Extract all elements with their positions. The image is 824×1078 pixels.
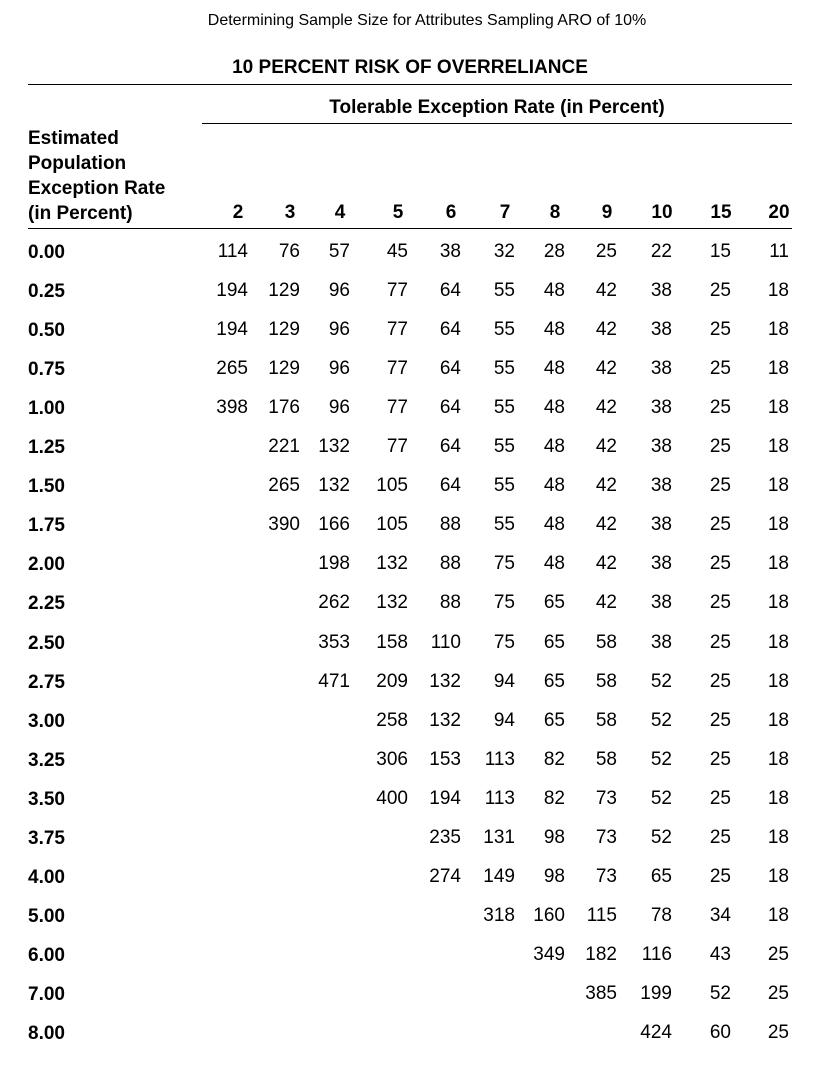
- table-cell: 149: [483, 865, 515, 887]
- table-cell: 48: [543, 436, 565, 458]
- table-cell: 98: [543, 865, 565, 887]
- column-header: 2: [232, 202, 244, 223]
- table-cell: 25: [709, 748, 731, 770]
- table-cell: 64: [439, 397, 461, 419]
- table-cell: 25: [709, 787, 731, 809]
- row-label: 1.50: [28, 476, 65, 498]
- table-cell: 318: [483, 904, 515, 926]
- table-cell: 25: [767, 982, 789, 1004]
- table-cell: 42: [595, 514, 617, 536]
- column-header: 7: [499, 202, 511, 223]
- table-cell: 75: [493, 631, 515, 653]
- column-header: 9: [601, 202, 613, 223]
- table-cell: 132: [376, 553, 408, 575]
- table-cell: 25: [709, 553, 731, 575]
- table-cell: 55: [493, 436, 515, 458]
- table-cell: 55: [493, 514, 515, 536]
- table-cell: 38: [650, 475, 672, 497]
- table-cell: 400: [376, 787, 408, 809]
- table-cell: 48: [543, 553, 565, 575]
- table-cell: 25: [595, 241, 617, 262]
- table-cell: 52: [650, 826, 672, 848]
- table-cell: 129: [268, 358, 300, 380]
- table-cell: 262: [318, 592, 350, 614]
- table-cell: 58: [595, 670, 617, 692]
- table-cell: 77: [386, 436, 408, 458]
- table-cell: 194: [216, 280, 248, 302]
- table-cell: 42: [595, 358, 617, 380]
- table-cell: 129: [268, 280, 300, 302]
- table-cell: 38: [650, 436, 672, 458]
- table-cell: 64: [439, 280, 461, 302]
- table-cell: 105: [376, 514, 408, 536]
- row-label: 2.25: [28, 593, 65, 615]
- table-cell: 129: [268, 319, 300, 341]
- table-title: 10 PERCENT RISK OF OVERRELIANCE: [232, 57, 588, 78]
- table-cell: 75: [493, 553, 515, 575]
- table-cell: 42: [595, 553, 617, 575]
- header-rule: [28, 228, 792, 229]
- table-cell: 166: [318, 514, 350, 536]
- table-cell: 25: [709, 280, 731, 302]
- table-cell: 55: [493, 280, 515, 302]
- table-cell: 25: [709, 709, 731, 731]
- table-cell: 65: [543, 631, 565, 653]
- column-header: 8: [549, 202, 561, 223]
- table-cell: 18: [767, 475, 789, 497]
- table-cell: 38: [650, 592, 672, 614]
- table-cell: 48: [543, 475, 565, 497]
- table-cell: 18: [767, 397, 789, 419]
- table-cell: 38: [650, 514, 672, 536]
- table-cell: 96: [328, 319, 350, 341]
- table-cell: 385: [585, 982, 617, 1004]
- table-cell: 18: [767, 436, 789, 458]
- table-cell: 42: [595, 397, 617, 419]
- table-cell: 25: [709, 865, 731, 887]
- table-cell: 18: [767, 709, 789, 731]
- table-cell: 11: [769, 241, 789, 262]
- table-cell: 258: [376, 709, 408, 731]
- table-cell: 15: [709, 241, 731, 262]
- table-cell: 82: [543, 787, 565, 809]
- table-cell: 32: [493, 241, 515, 262]
- table-cell: 77: [386, 280, 408, 302]
- table-cell: 18: [767, 514, 789, 536]
- table-cell: 390: [268, 514, 300, 536]
- table-cell: 55: [493, 358, 515, 380]
- table-cell: 75: [493, 592, 515, 614]
- table-cell: 18: [767, 553, 789, 575]
- table-cell: 25: [709, 436, 731, 458]
- row-label: 0.75: [28, 359, 65, 381]
- table-cell: 73: [595, 865, 617, 887]
- table-cell: 52: [650, 709, 672, 731]
- table-cell: 43: [709, 943, 731, 965]
- table-cell: 115: [586, 904, 617, 926]
- table-cell: 116: [641, 943, 672, 965]
- table-cell: 158: [376, 631, 408, 653]
- table-cell: 113: [484, 787, 515, 809]
- table-cell: 58: [595, 709, 617, 731]
- table-cell: 73: [595, 826, 617, 848]
- table-cell: 132: [318, 475, 350, 497]
- table-cell: 52: [650, 670, 672, 692]
- row-label: 7.00: [28, 983, 65, 1005]
- table-cell: 77: [386, 397, 408, 419]
- table-cell: 25: [767, 943, 789, 965]
- column-header: 10: [651, 202, 673, 223]
- table-cell: 25: [709, 514, 731, 536]
- table-cell: 65: [543, 670, 565, 692]
- table-cell: 48: [543, 319, 565, 341]
- table-cell: 94: [493, 709, 515, 731]
- column-header: 15: [710, 202, 732, 223]
- table-cell: 25: [709, 826, 731, 848]
- column-header: 3: [284, 202, 296, 223]
- table-cell: 113: [484, 748, 515, 770]
- table-cell: 18: [767, 670, 789, 692]
- table-cell: 18: [767, 280, 789, 302]
- table-cell: 60: [709, 1022, 731, 1043]
- table-cell: 349: [533, 943, 565, 965]
- table-cell: 25: [709, 631, 731, 653]
- table-cell: 64: [439, 475, 461, 497]
- column-header: 4: [334, 202, 346, 223]
- row-label: 2.50: [28, 632, 65, 654]
- table-cell: 25: [767, 1022, 789, 1043]
- table-cell: 25: [709, 397, 731, 419]
- table-cell: 88: [439, 514, 461, 536]
- table-cell: 38: [439, 241, 461, 262]
- table-cell: 48: [543, 358, 565, 380]
- table-cell: 398: [216, 397, 248, 419]
- table-cell: 182: [585, 943, 617, 965]
- table-cell: 42: [595, 319, 617, 341]
- table-cell: 45: [386, 241, 408, 262]
- table-caption: Determining Sample Size for Attributes Sampling ARO of 10%: [207, 12, 647, 29]
- row-label: 4.00: [28, 866, 65, 888]
- table-cell: 64: [439, 358, 461, 380]
- table-cell: 38: [650, 397, 672, 419]
- row-label: 3.25: [28, 749, 65, 771]
- row-label: 3.50: [28, 788, 65, 810]
- table-cell: 38: [650, 631, 672, 653]
- table-cell: 34: [709, 904, 731, 926]
- row-label: 1.25: [28, 437, 65, 459]
- table-cell: 235: [429, 826, 461, 848]
- table-cell: 42: [595, 592, 617, 614]
- table-cell: 18: [767, 631, 789, 653]
- table-cell: 82: [543, 748, 565, 770]
- table-cell: 18: [767, 592, 789, 614]
- table-cell: 25: [709, 475, 731, 497]
- table-cell: 18: [767, 319, 789, 341]
- table-cell: 110: [430, 631, 461, 653]
- table-cell: 274: [429, 865, 461, 887]
- table-cell: 176: [268, 397, 300, 419]
- table-cell: 132: [429, 670, 461, 692]
- tolerable-rate-rule: [202, 123, 792, 124]
- row-label: 2.00: [28, 554, 65, 576]
- table-cell: 25: [709, 670, 731, 692]
- table-cell: 132: [318, 436, 350, 458]
- table-cell: 77: [386, 358, 408, 380]
- table-cell: 73: [595, 787, 617, 809]
- row-label: 1.00: [28, 398, 65, 420]
- table-cell: 65: [543, 592, 565, 614]
- table-cell: 96: [328, 397, 350, 419]
- table-cell: 58: [595, 631, 617, 653]
- table-cell: 18: [767, 865, 789, 887]
- table-cell: 38: [650, 358, 672, 380]
- table-cell: 76: [278, 241, 300, 262]
- estimated-rate-header: [28, 126, 198, 226]
- table-cell: 64: [439, 319, 461, 341]
- table-cell: 18: [767, 358, 789, 380]
- estimated-header-line: (in Percent): [28, 203, 133, 224]
- row-label: 3.00: [28, 710, 65, 732]
- table-cell: 55: [493, 319, 515, 341]
- table-cell: 265: [216, 358, 248, 380]
- row-label: 5.00: [28, 905, 65, 927]
- table-cell: 18: [767, 826, 789, 848]
- table-cell: 42: [595, 475, 617, 497]
- table-cell: 58: [595, 748, 617, 770]
- table-cell: 424: [640, 1022, 672, 1043]
- table-cell: 77: [386, 319, 408, 341]
- table-cell: 160: [533, 904, 565, 926]
- table-cell: 98: [543, 826, 565, 848]
- table-cell: 471: [318, 670, 350, 692]
- row-label: 0.25: [28, 281, 65, 303]
- table-cell: 199: [640, 982, 672, 1004]
- table-cell: 42: [595, 436, 617, 458]
- table-cell: 55: [493, 397, 515, 419]
- estimated-header-line: Estimated: [28, 128, 119, 149]
- table-cell: 65: [650, 865, 672, 887]
- table-cell: 48: [543, 397, 565, 419]
- column-header: 5: [392, 202, 404, 223]
- row-label: 2.75: [28, 671, 65, 693]
- table-cell: 88: [439, 553, 461, 575]
- table-cell: 38: [650, 553, 672, 575]
- table-cell: 94: [493, 670, 515, 692]
- table-cell: 265: [268, 475, 300, 497]
- table-cell: 28: [543, 241, 565, 262]
- row-label: 0.00: [28, 242, 65, 263]
- table-cell: 38: [650, 280, 672, 302]
- table-cell: 52: [650, 787, 672, 809]
- table-cell: 198: [318, 553, 350, 575]
- row-label: 3.75: [28, 827, 65, 849]
- row-label: 1.75: [28, 515, 65, 537]
- table-cell: 52: [650, 748, 672, 770]
- table-cell: 194: [216, 319, 248, 341]
- table-cell: 132: [429, 709, 461, 731]
- row-label: 8.00: [28, 1023, 65, 1044]
- table-cell: 105: [376, 475, 408, 497]
- estimated-header-line: Exception Rate: [28, 178, 166, 199]
- row-label: 6.00: [28, 944, 65, 966]
- table-cell: 18: [767, 787, 789, 809]
- table-cell: 57: [328, 241, 350, 262]
- estimated-header-line: Population: [28, 153, 127, 174]
- table-cell: 25: [709, 358, 731, 380]
- column-header: 20: [768, 202, 790, 223]
- table-cell: 194: [429, 787, 461, 809]
- table-cell: 209: [376, 670, 408, 692]
- table-cell: 78: [650, 904, 672, 926]
- table-cell: 131: [483, 826, 515, 848]
- table-cell: 132: [376, 592, 408, 614]
- table-cell: 64: [439, 436, 461, 458]
- table-cell: 52: [709, 982, 731, 1004]
- table-cell: 96: [328, 358, 350, 380]
- column-header: 6: [445, 202, 457, 223]
- top-rule: [28, 84, 792, 85]
- table-cell: 55: [493, 475, 515, 497]
- table-cell: 306: [376, 748, 408, 770]
- table-cell: 65: [543, 709, 565, 731]
- table-cell: 353: [318, 631, 350, 653]
- table-cell: 48: [543, 280, 565, 302]
- table-cell: 25: [709, 319, 731, 341]
- tolerable-rate-header: Tolerable Exception Rate (in Percent): [329, 97, 665, 118]
- table-cell: 153: [429, 748, 461, 770]
- table-cell: 18: [767, 748, 789, 770]
- table-cell: 114: [217, 241, 248, 262]
- row-label: 0.50: [28, 320, 65, 342]
- table-cell: 96: [328, 280, 350, 302]
- table-cell: 25: [709, 592, 731, 614]
- table-cell: 221: [268, 436, 300, 458]
- table-cell: 38: [650, 319, 672, 341]
- table-cell: 18: [767, 904, 789, 926]
- table-cell: 22: [650, 241, 672, 262]
- table-cell: 88: [439, 592, 461, 614]
- table-cell: 42: [595, 280, 617, 302]
- table-cell: 48: [543, 514, 565, 536]
